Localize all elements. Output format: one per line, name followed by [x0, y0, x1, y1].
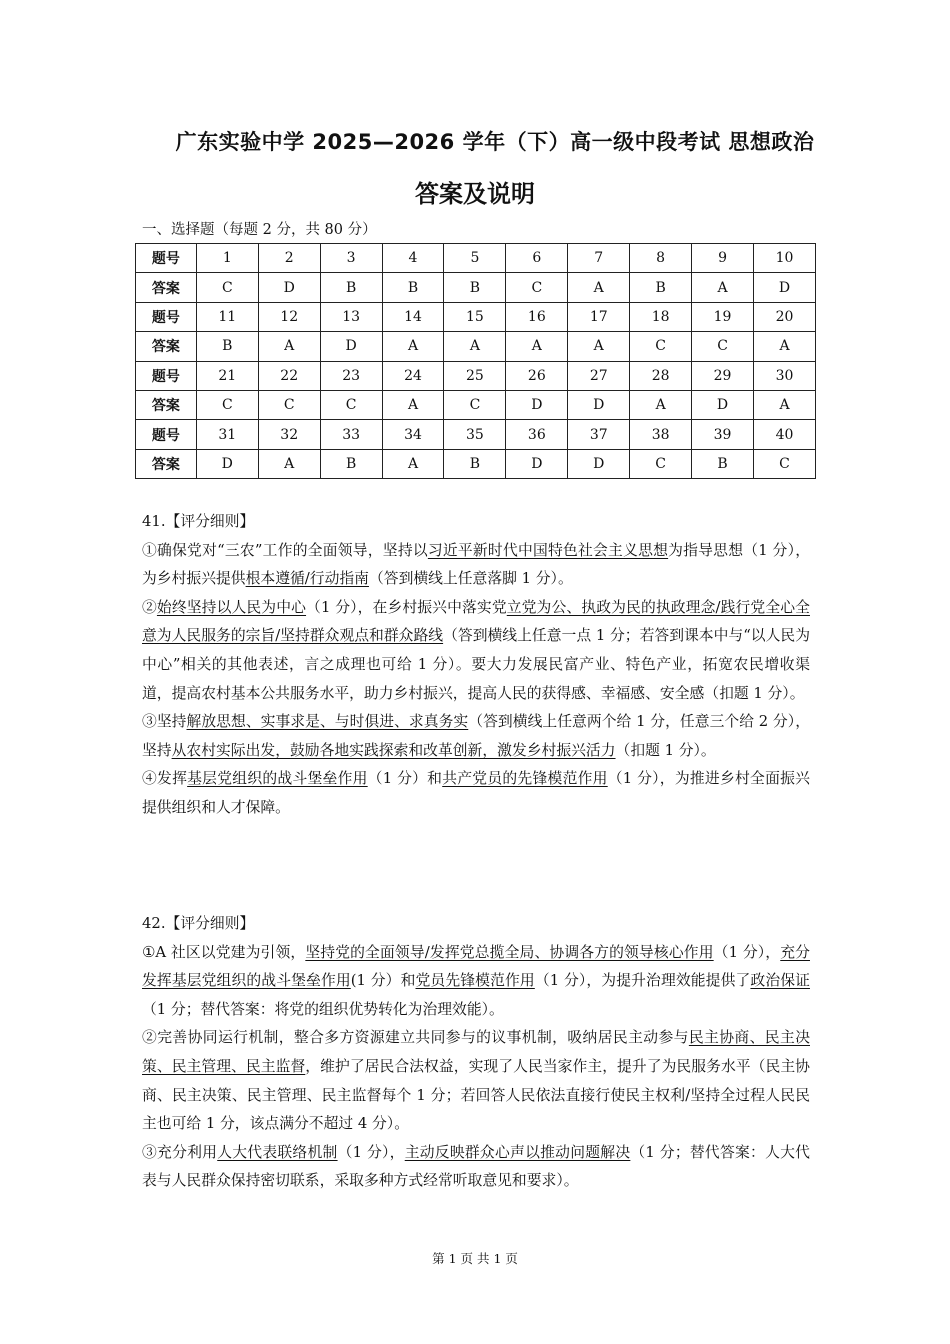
- answer-cell: B: [382, 273, 444, 302]
- q41-point-2: [142, 594, 810, 708]
- underlined-key-phrase: 基层党组织的战斗堡垒作用: [187, 770, 368, 788]
- question-number-cell: 38: [630, 420, 692, 449]
- question-number-cell: 9: [692, 244, 754, 273]
- text-segment: （扣题 1 分）。: [615, 741, 716, 759]
- text-segment: ，维护了居民合法权益，实现了人民当家作主，提升了为民服务水平（民主协商、民主决策、民主管理、民主监督每个 1 分；若回答人民依法直接行使民主权利/坚持全过程人民民主也可给 1 分，该点满分不超过 4 分）。: [142, 1057, 810, 1133]
- question-41-heading: 41.【评分细则】: [142, 513, 255, 530]
- underlined-key-phrase: 人大代表联络机制: [217, 1143, 338, 1161]
- answer-cell: A: [568, 332, 630, 361]
- question-number-cell: 10: [754, 244, 816, 273]
- answer-cell: C: [196, 273, 258, 302]
- answer-cell: C: [258, 390, 320, 419]
- answer-cell: C: [630, 332, 692, 361]
- answer-cell: A: [630, 390, 692, 419]
- question-number-cell: 14: [382, 302, 444, 331]
- answer-cell: C: [630, 449, 692, 478]
- question-number-cell: 32: [258, 420, 320, 449]
- underlined-key-phrase: 立党为公、执政为民的执政理念/践行党全心全意为人民服务的宗旨/坚持群众观点和群众路线: [142, 598, 810, 645]
- question-number-cell: 19: [692, 302, 754, 331]
- answer-cell: A: [754, 390, 816, 419]
- answer-cell: D: [258, 273, 320, 302]
- question-number-cell: 13: [320, 302, 382, 331]
- question-number-row-label: 题号: [136, 420, 197, 449]
- section-heading: 一、选择题（每题 2 分，共 80 分）: [142, 222, 377, 238]
- answer-cell: D: [196, 449, 258, 478]
- answer-cell: B: [196, 332, 258, 361]
- text-segment: （1 分）和: [367, 770, 443, 788]
- document-subtitle: 答案及说明: [415, 180, 535, 208]
- answer-cell: B: [444, 273, 506, 302]
- answer-cell: D: [320, 332, 382, 361]
- answer-cell: D: [506, 390, 568, 419]
- text-segment: （答到横线上任意落脚 1 分）。: [368, 570, 573, 588]
- question-41-block: [142, 508, 810, 823]
- question-number-cell: 11: [196, 302, 258, 331]
- question-number-cell: 37: [568, 420, 630, 449]
- text-segment: 为指导思想（1 分），为乡村振兴提供: [142, 541, 810, 588]
- answer-row: [136, 332, 816, 361]
- answer-cell: C: [196, 390, 258, 419]
- answer-cell: A: [506, 332, 568, 361]
- question-number-cell: 16: [506, 302, 568, 331]
- question-number-row: [136, 244, 816, 273]
- question-number-cell: 4: [382, 244, 444, 273]
- question-number-cell: 36: [506, 420, 568, 449]
- answer-cell: B: [630, 273, 692, 302]
- answer-cell: A: [444, 332, 506, 361]
- question-number-cell: 12: [258, 302, 320, 331]
- text-segment: ②完善协同运行机制，整合多方资源建立共同参与的议事机制，吸纳居民主动参与: [142, 1029, 689, 1047]
- question-number-cell: 8: [630, 244, 692, 273]
- answer-cell: A: [692, 273, 754, 302]
- answer-cell: C: [754, 449, 816, 478]
- answer-row-label: 答案: [136, 449, 197, 478]
- text-segment: （1 分），在乡村振兴中落实党: [306, 598, 507, 616]
- question-number-cell: 29: [692, 361, 754, 390]
- answer-row-label: 答案: [136, 332, 197, 361]
- answer-cell: B: [320, 449, 382, 478]
- underlined-key-phrase: 主动反映群众心声以推动问题解决: [404, 1143, 631, 1161]
- answer-cell: A: [258, 449, 320, 478]
- answer-row-label: 答案: [136, 273, 197, 302]
- text-segment: ①A 社区以党建为引领，: [142, 943, 306, 961]
- question-number-cell: 34: [382, 420, 444, 449]
- answer-cell: D: [754, 273, 816, 302]
- underlined-key-phrase: 充分发挥基层党组织的战斗堡垒作用: [142, 943, 810, 990]
- text-segment: （1 分），: [337, 1143, 405, 1161]
- text-segment: （答到横线上任意一点 1 分；若答到课本中与“以人民为中心”相关的其他表述，言之成理也可给 1 分）。要大力发展民富产业、特色产业，拓宽农民增收渠道，提高农村基本公共服务水平，助力乡村振兴，提高人民的获得感、幸福感、安全感（扣题 1 分）。: [142, 627, 810, 702]
- answer-row: [136, 273, 816, 302]
- answer-cell: D: [692, 390, 754, 419]
- question-number-cell: 20: [754, 302, 816, 331]
- q41-point-1: [142, 537, 810, 594]
- question-number-row: [136, 361, 816, 390]
- question-number-cell: 17: [568, 302, 630, 331]
- answer-cell: A: [754, 332, 816, 361]
- question-number-row-label: 题号: [136, 244, 197, 273]
- answer-row: [136, 390, 816, 419]
- answer-cell: C: [320, 390, 382, 419]
- question-number-cell: 40: [754, 420, 816, 449]
- answer-cell: A: [382, 332, 444, 361]
- text-segment: ④发挥: [142, 770, 188, 788]
- question-number-cell: 27: [568, 361, 630, 390]
- answer-cell: B: [444, 449, 506, 478]
- question-number-cell: 33: [320, 420, 382, 449]
- question-number-row-label: 题号: [136, 361, 197, 390]
- text-segment: （1 分），: [713, 943, 781, 961]
- answer-cell: C: [506, 273, 568, 302]
- text-segment: （1 分），为提升治理效能提供了: [534, 972, 751, 990]
- question-number-row: [136, 302, 816, 331]
- text-segment: ②: [142, 598, 157, 616]
- question-number-cell: 39: [692, 420, 754, 449]
- question-number-cell: 25: [444, 361, 506, 390]
- question-number-cell: 22: [258, 361, 320, 390]
- underlined-key-phrase: 根本遵循/行动指南: [245, 570, 369, 588]
- question-number-cell: 23: [320, 361, 382, 390]
- question-number-cell: 28: [630, 361, 692, 390]
- underlined-key-phrase: 解放思想、实事求是、与时俱进、求真务实: [186, 713, 469, 731]
- q41-point-4: [142, 765, 810, 822]
- answer-row-label: 答案: [136, 390, 197, 419]
- underlined-key-phrase: 始终坚持以人民为中心: [156, 598, 307, 616]
- question-42-block: [142, 910, 810, 1196]
- question-number-cell: 21: [196, 361, 258, 390]
- text-segment: （1 分；替代答案：将党的组织优势转化为治理效能）。: [142, 1000, 504, 1018]
- question-number-cell: 18: [630, 302, 692, 331]
- text-segment: ③充分利用: [142, 1143, 218, 1161]
- question-number-cell: 26: [506, 361, 568, 390]
- document-title: 广东实验中学 2025—2026 学年（下）高一级中段考试 思想政治: [175, 130, 815, 154]
- question-number-cell: 7: [568, 244, 630, 273]
- answer-cell: A: [568, 273, 630, 302]
- text-segment: ①确保党对“三农”工作的全面领导，坚持以: [142, 541, 428, 559]
- question-number-cell: 24: [382, 361, 444, 390]
- page-footer: 第 1 页 共 1 页: [432, 1251, 518, 1266]
- answer-cell: D: [506, 449, 568, 478]
- answer-cell: B: [320, 273, 382, 302]
- answer-row: [136, 449, 816, 478]
- answer-cell: C: [692, 332, 754, 361]
- question-number-cell: 31: [196, 420, 258, 449]
- question-42-heading: 42.【评分细则】: [142, 915, 255, 932]
- text-segment: (1 分）和: [350, 972, 416, 990]
- q42-point-1: [142, 939, 810, 1025]
- answer-table: [135, 243, 816, 479]
- text-segment: ③坚持: [142, 713, 187, 731]
- question-number-cell: 35: [444, 420, 506, 449]
- question-number-cell: 30: [754, 361, 816, 390]
- question-number-cell: 6: [506, 244, 568, 273]
- answer-cell: A: [382, 449, 444, 478]
- underlined-key-phrase: 党员先锋模范作用: [415, 972, 535, 990]
- q42-point-3: [142, 1139, 810, 1196]
- underlined-key-phrase: 习近平新时代中国特色社会主义思想: [427, 541, 669, 559]
- question-number-cell: 15: [444, 302, 506, 331]
- answer-cell: D: [568, 390, 630, 419]
- text-segment: （1 分），为推进乡村全面振兴提供组织和人才保障。: [142, 770, 810, 816]
- answer-cell: B: [692, 449, 754, 478]
- question-number-cell: 5: [444, 244, 506, 273]
- underlined-key-phrase: 坚持党的全面领导/发挥党总揽全局、协调各方的领导核心作用: [305, 943, 714, 961]
- underlined-key-phrase: 政治保证: [750, 972, 810, 990]
- text-segment: （1 分；替代答案：人大代表与人民群众保持密切联系，采取多种方式经常听取意见和要求）。: [142, 1143, 810, 1190]
- answer-cell: A: [258, 332, 320, 361]
- question-number-cell: 3: [320, 244, 382, 273]
- underlined-key-phrase: 民主协商、民主决策、民主管理、民主监督: [142, 1029, 810, 1075]
- underlined-key-phrase: 从农村实际出发，鼓励各地实践探索和改革创新，激发乡村振兴活力: [171, 741, 616, 759]
- answer-cell: A: [382, 390, 444, 419]
- q41-point-3: [142, 708, 810, 765]
- text-segment: （答到横线上任意两个给 1 分，任意三个给 2 分），坚持: [142, 713, 810, 759]
- answer-cell: D: [568, 449, 630, 478]
- question-number-cell: 1: [196, 244, 258, 273]
- q42-point-2: [142, 1024, 810, 1138]
- question-number-row-label: 题号: [136, 302, 197, 331]
- answer-cell: C: [444, 390, 506, 419]
- question-number-row: [136, 420, 816, 449]
- question-number-cell: 2: [258, 244, 320, 273]
- underlined-key-phrase: 共产党员的先锋模范作用: [442, 770, 608, 788]
